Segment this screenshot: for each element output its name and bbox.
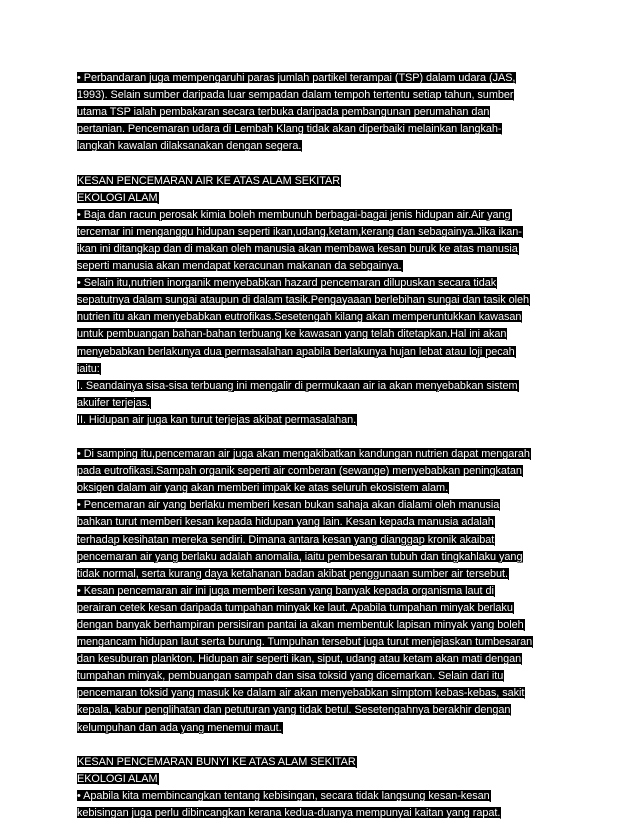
text-line bbox=[77, 395, 567, 412]
text-line bbox=[77, 788, 567, 805]
text-line bbox=[77, 292, 567, 309]
highlighted-text: sepatutnya dalam sungai ataupun di dalam tasik.Pengayaaan berlebihan sungai dan tasik oleh bbox=[77, 294, 530, 307]
highlighted-text: KESAN PENCEMARAN BUNYI KE ATAS ALAM SEKITAR bbox=[77, 755, 356, 768]
text-line bbox=[77, 173, 567, 190]
text-line bbox=[77, 446, 567, 463]
highlighted-text: utama TSP ialah pembakaran secara terbuka daripada pembangunan perumahan dan bbox=[77, 106, 490, 119]
highlighted-text: dengan banyak berhampiran persisiran pantai ia akan membentuk lapisan minyak yang boleh bbox=[77, 619, 524, 631]
text-line bbox=[77, 754, 567, 771]
highlighted-text: • Selain itu,nutrien inorganik menyebabkan hazard pencemaran dilupuskan secara tidak bbox=[77, 277, 497, 290]
highlighted-text: II. Hidupan air juga kan turut terjejas akibat permasalahan. bbox=[77, 413, 357, 426]
text-line bbox=[77, 702, 567, 719]
highlighted-text: oksigen dalam air yang akan memberi impak ke atas seluruh ekosistem alam. bbox=[77, 482, 449, 495]
text-line bbox=[77, 326, 567, 343]
paragraph-gap bbox=[77, 155, 567, 172]
highlighted-text: tumpahan minyak, pembuangan sampah dan sisa toksid yang dicemarkan. Selain dari itu bbox=[77, 670, 504, 683]
text-line bbox=[77, 309, 567, 326]
highlighted-text: menyebabkan berlakunya dua permasalahan apabila berlakunya hujan lebat atau loji pecah bbox=[77, 345, 515, 358]
highlighted-text: pertanian. Pencemaran udara di Lembah Klang tidak akan diperbaiki melainkan langkah- bbox=[77, 123, 502, 136]
text-line bbox=[77, 121, 567, 138]
highlighted-text: EKOLOGI ALAM bbox=[77, 191, 158, 204]
text-line bbox=[77, 70, 567, 87]
highlighted-text: mengancam hidupan laut serta burung. Tumpuhan tersebut juga turut menjejaskan tumbesaran bbox=[77, 636, 533, 649]
text-line bbox=[77, 532, 567, 549]
highlighted-text: I. Seandainya sisa-sisa terbuang ini mengalir di permukaan air ia akan menyebabkan sistem bbox=[77, 379, 518, 392]
text-line bbox=[77, 720, 567, 737]
highlighted-text: pada eutrofikasi.Sampah organik seperti air comberan (sewange) menyebabkan peningkatan bbox=[77, 465, 522, 478]
highlighted-text: nutrien itu akan menyebabkan eutrofikas.Sesetengah kilang akan memperuntukkan kawasan bbox=[77, 311, 522, 324]
text-line bbox=[77, 463, 567, 480]
text-line bbox=[77, 583, 567, 600]
highlighted-text: • Baja dan racun perosak kimia boleh membunuh berbagai-bagai jenis hidupan air.Air yang bbox=[77, 208, 511, 221]
text-line bbox=[77, 668, 567, 685]
highlighted-text: pencemaran toksid yang masuk ke dalam air akan menyebabkan simptom kebas-kebas, sakit bbox=[77, 687, 525, 700]
text-line bbox=[77, 258, 567, 275]
text-block bbox=[77, 70, 567, 155]
highlighted-text: • Pencemaran air yang berlaku memberi kesan bukan sahaja akan dialami oleh manusia bbox=[77, 499, 500, 512]
highlighted-text: kebisingan juga perlu dibincangkan kerana kedua-duanya mempunyai kaitan yang rapat. bbox=[77, 807, 501, 820]
text-line bbox=[77, 771, 567, 788]
highlighted-text: iaitu: bbox=[77, 362, 100, 375]
text-line bbox=[77, 361, 567, 378]
text-line bbox=[77, 566, 567, 583]
highlighted-text: pencemaran air yang berlaku adalah anomalia, iaitu pembesaran tubuh dan tingkahlaku yang bbox=[77, 550, 523, 563]
highlighted-text: EKOLOGI ALAM bbox=[77, 772, 158, 785]
highlighted-text: seperti manusia akan mendapat keracunan makanan da sebgainya. bbox=[77, 260, 402, 273]
highlighted-text: kepala, kabur penglihatan dan petuturan yang tidak betul. Sesetengahnya berakhir dengan bbox=[77, 704, 511, 717]
text-line bbox=[77, 224, 567, 241]
text-line bbox=[77, 412, 567, 429]
text-line bbox=[77, 634, 567, 651]
highlighted-text: akuifer terjejas. bbox=[77, 396, 150, 409]
highlighted-text: kelumpuhan dan ada yang menemui maut. bbox=[77, 721, 282, 734]
paragraph-gap bbox=[77, 429, 567, 446]
highlighted-text: • Apabila kita membincangkan tentang kebisingan, secara tidak langsung kesan-kesan bbox=[77, 789, 490, 802]
highlighted-text: langkah kawalan dilaksanakan dengan segera. bbox=[77, 140, 302, 153]
text-line bbox=[77, 275, 567, 292]
text-line bbox=[77, 685, 567, 702]
text-line bbox=[77, 104, 567, 121]
paragraph-gap bbox=[77, 737, 567, 754]
highlighted-text: • Di samping itu,pencemaran air juga akan mengakibatkan kandungan nutrien dapat mengarah bbox=[77, 448, 530, 461]
text-line bbox=[77, 617, 567, 634]
text-line bbox=[77, 497, 567, 514]
text-block bbox=[77, 173, 567, 429]
document-page bbox=[77, 70, 567, 822]
highlighted-text: • Kesan pencemaran air ini juga memberi kesan yang banyak kepada organisma laut di bbox=[77, 584, 494, 597]
highlighted-text: 1993). Selain sumber daripada luar sempadan dalam tempoh tertentu setiap tahun, sumber bbox=[77, 89, 514, 102]
text-line bbox=[77, 600, 567, 617]
highlighted-text: perairan cetek kesan daripada tumpahan minyak ke laut. Apabila tumpahan minyak berlaku bbox=[77, 601, 513, 614]
text-line bbox=[77, 480, 567, 497]
text-line bbox=[77, 805, 567, 822]
text-line bbox=[77, 651, 567, 668]
highlighted-text: tercemar ini menganggu hidupan seperti ikan,udang,ketam,kerang dan sebagainya.Jika ikan- bbox=[77, 225, 522, 238]
text-block bbox=[77, 754, 567, 822]
text-line bbox=[77, 344, 567, 361]
text-line bbox=[77, 241, 567, 258]
text-line bbox=[77, 190, 567, 207]
text-line bbox=[77, 378, 567, 395]
highlighted-text: ikan ini ditangkap dan di makan oleh manusia akan membawa kesan buruk ke atas manusia bbox=[77, 242, 518, 255]
highlighted-text: • Perbandaran juga mempengaruhi paras jumlah partikel terampai (TSP) dalam udara (JAS, bbox=[77, 72, 516, 84]
text-line bbox=[77, 138, 567, 155]
highlighted-text: bahkan turut memberi kesan kepada hidupan yang lain. Kesan kepada manusia adalah bbox=[77, 516, 494, 529]
text-line bbox=[77, 87, 567, 104]
highlighted-text: dan kesuburan plankton. Hidupan air seperti ikan, siput, udang atau ketam akan mati dengan bbox=[77, 653, 522, 666]
highlighted-text: terhadap kesihatan mereka sendiri. Dimana antara kesan yang dianggap kronik akaibat bbox=[77, 533, 495, 546]
highlighted-text: KESAN PENCEMARAN AIR KE ATAS ALAM SEKITAR bbox=[77, 174, 341, 187]
text-block bbox=[77, 446, 567, 737]
text-line bbox=[77, 549, 567, 566]
highlighted-text: untuk pembuangan bahan-bahan terbuang ke kawasan yang telah ditetapkan.Hal ini akan bbox=[77, 328, 507, 341]
highlighted-text: tidak normal, serta kurang daya ketahanan badan akibat penggunaan sumber air tersebut. bbox=[77, 567, 509, 580]
text-line bbox=[77, 207, 567, 224]
text-line bbox=[77, 514, 567, 531]
